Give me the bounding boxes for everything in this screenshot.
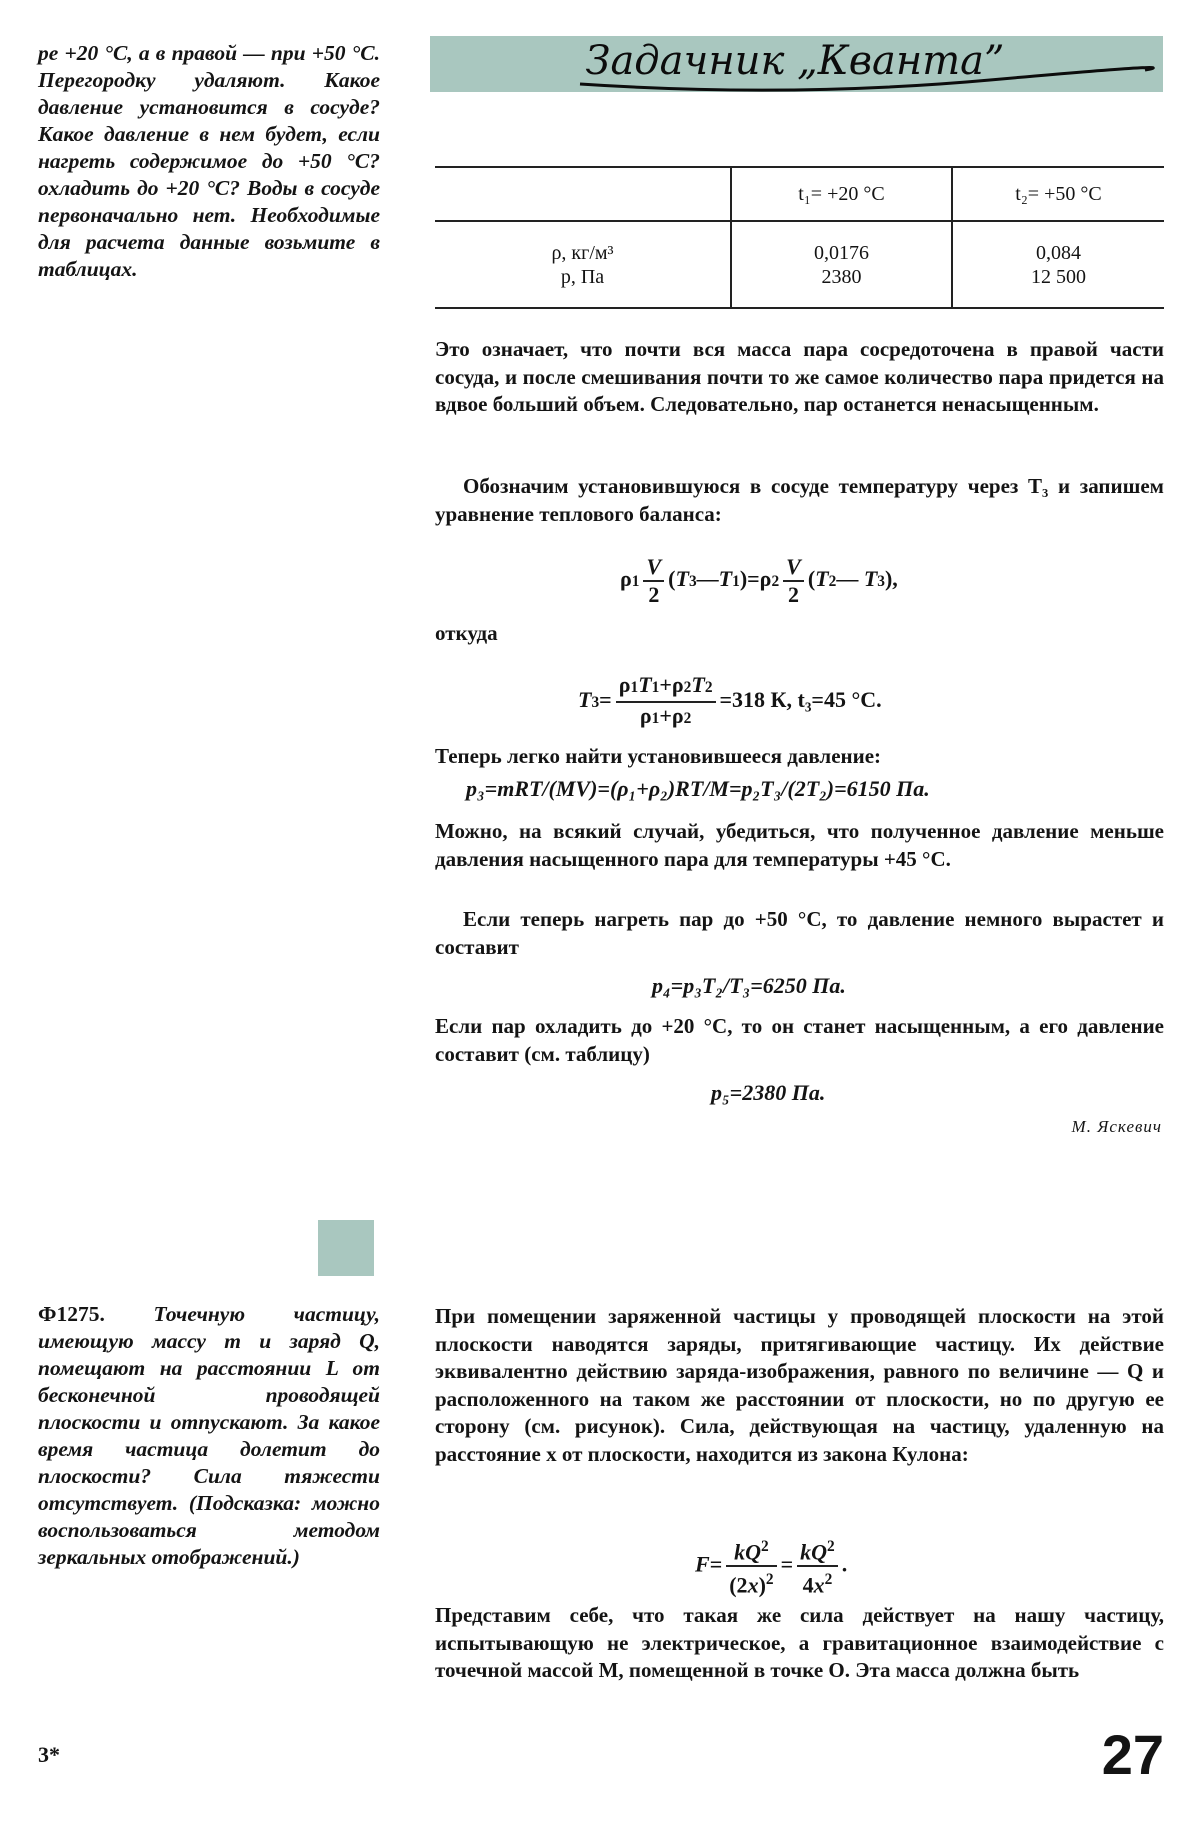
table-cell-t2 [952,221,1164,308]
table-header-t1: t₁= +20 °C [731,167,952,221]
equation-heat-balance: ρ1 $\frac{V}{2}$ (T3—T1)=ρ2 $\frac{V}{2}$ (T2— T3), [620,554,898,607]
solution-paragraph-6: Если пар охладить до +20 °С, то он станет насыщенным, а его давление составит (см. таблицу) [435,1014,1164,1066]
saturated-vapor-table [435,166,1164,309]
solution-paragraph-4: Можно, на всякий случай, убедиться, что полученное давление меньше давления насыщенного пара для температуры +45 °С. [435,819,1164,871]
signature-mark: 3* [38,1742,60,1767]
equation-coulomb: F= $\frac{kQ^2}{(2x)^2}$ = $\frac{kQ^2}{4x^2}$ . [695,1534,847,1599]
problem-f1275 [38,1301,380,1571]
equation-p4: p₄=p₃T₂/T₃=6250 Па. [652,973,846,998]
value-p-1: 2380 [821,265,862,288]
f1275-solution-paragraph-1: При помещении заряженной частицы у проводящей плоскости на этой плоскости наводятся заряды, притягивающие частицу. Их действие эквивалентно действию заряда-изображения, равного по величине — Q и расположенного на таком же расстоянии от плоскости, но по другую ее сторону (см. рисунок). Сила, действующая на частицу, удаленную на расстояние x от плоскости, находится из закона Кулона: [435,1304,1164,1466]
section-banner [430,36,1163,92]
table-header-t2: t₂= +50 °C [952,167,1164,221]
banner-script-title [430,36,1163,92]
value-p-2: 12 500 [1031,265,1086,288]
banner-title: Задачник „Кванта” [585,38,1005,84]
problem-number: Ф1275. [38,1302,105,1326]
equation-t3-result: =318 К, t₃=45 °С. [719,687,882,713]
author-signature: М. Яскевич [1071,1117,1162,1136]
solution-paragraph-3: Теперь легко найти установившееся давление: [435,744,882,768]
word-otkuda: откуда [435,621,498,645]
f1275-solution-paragraph-2: Представим себе, что такая же сила действует на нашу частицу, испытывающую не электрическое, а гравитационное взаимодействие с точечной массой M, помещенной в точке O. Эта масса должна быть [435,1603,1164,1682]
problem-text: Точечную частицу, имеющую массу m и заряд Q, помещают на расстоянии L от бесконечной проводящей плоскости и отпускают. За какое время частица долетит до плоскости? Сила тяжести отсутствует. (Подсказка: можно воспользоваться методом зеркальных отображений.) [38,1302,380,1569]
label-density: ρ, кг/м³ [551,241,614,264]
table-row-labels [435,221,731,308]
equation-t3: T3= $\frac{\rho 1T1+\rho 2T2}{\rho 1+\rho 2}$ =318 К, t₃=45 °С. [578,672,882,728]
equation-p3: p₃=mRT/(MV)=(ρ₁+ρ₂)RT/M=p₂T₃/(2T₂)=6150 Па. [466,776,930,801]
table-cell-t1 [731,221,952,308]
table-corner [435,167,731,221]
page-number: 27 [1101,1723,1164,1786]
section-marker [318,1220,374,1276]
solution-paragraph-5: Если теперь нагреть пар до +50 °С, то давление немного вырастет и составит [435,907,1164,959]
value-rho-2: 0,084 [1036,241,1081,264]
label-pressure: p, Па [560,265,605,288]
solution-paragraph-1: Это означает, что почти вся масса пара сосредоточена в правой части сосуда, и после смешивания почти то же самое количество пара придется на вдвое больший объем. Следовательно, пар останется ненасыщенным. [435,337,1164,416]
solution-paragraph-2: Обозначим установившуюся в сосуде температуру через T₃ и запишем уравнение теплового баланса: [435,474,1164,526]
equation-p5: p₅=2380 Па. [711,1080,826,1105]
value-rho-1: 0,0176 [814,241,869,264]
problem-statement-continued: ре +20 °С, а в правой — при +50 °С. Перегородку удаляют. Какое давление установится в сосуде? Какое давление в нем будет, если нагреть содержимое до +50 °С? охладить до +20 °С? Воды в сосуде первоначально нет. Необходимые для расчета данные возьмите в таблицах. [38,41,380,281]
